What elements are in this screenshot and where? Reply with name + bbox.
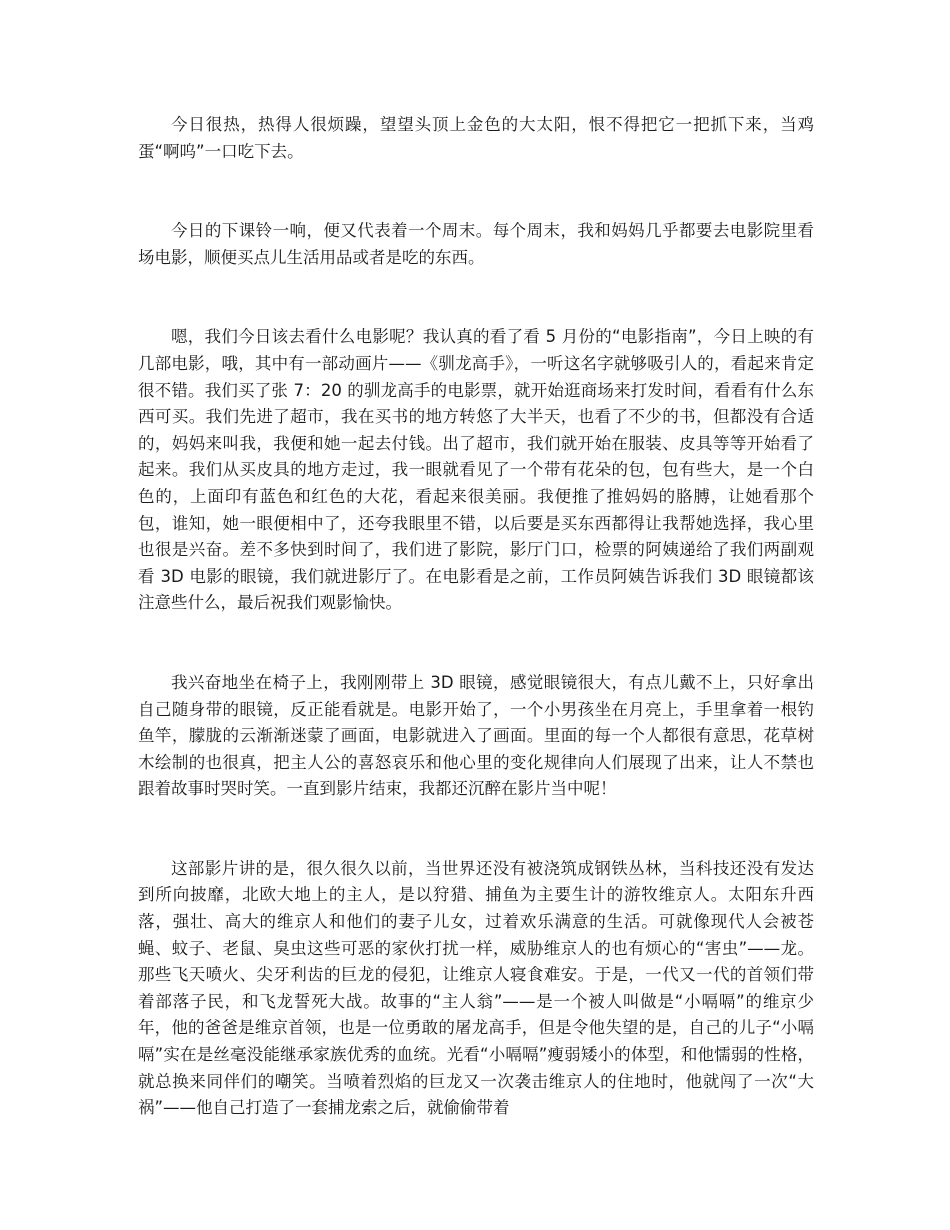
paragraph-3: 嗯，我们今日该去看什么电影呢？我认真的看了看 5 月份的“电影指南”，今日上映的有几部电影，哦，其中有一部动画片——《驯龙高手》，一听这名字就够吸引人的，看起来肯定很不错。我们买了张 7：20 的驯龙高手的电影票，就开始逛商场来打发时间，看看有什么东西可买。我们先进了超市，我在买书的地方转悠了大半天，也看了不少的书，但都没有合适的，妈妈来叫我，我便和她一起去付钱。出了超市，我们就开始在服装、皮具等等开始看了起来。我们从买皮具的地方走过，我一眼就看见了一个带有花朵的包，包有些大，是一个白色的，上面印有蓝色和红色的大花，看起来很美丽。我便推了推妈妈的胳膊，让她看那个包，谁知，她一眼便相中了，还夸我眼里不错，以后要是买东西都得让我帮她选择，我心里也很是兴奋。差不多快到时间了，我们进了影院，影厅门口，检票的阿姨递给了我们两副观看 3D 电影的眼镜，我们就进影厅了。在电影看是之前，工作员阿姨告诉我们 3D 眼镜都该注意些什么，最后祝我们观影愉快。 [138,327,814,613]
paragraph-5: 这部影片讲的是，很久很久以前，当世界还没有被浇筑成钢铁丛林，当科技还没有发达到所向披靡，北欧大地上的主人，是以狩猎、捕鱼为主要生计的游牧维京人。太阳东升西落，强壮、高大的维京人和他们的妻子儿女，过着欢乐满意的生活。可就像现代人会被苍蝇、蚊子、老鼠、臭虫这些可恶的家伙打扰一样，威胁维京人的也有烦心的“害虫”——龙。那些飞天喷火、尖牙利齿的巨龙的侵犯，让维京人寝食难安。于是，一代又一代的首领们带着部落子民，和飞龙誓死大战。故事的“主人翁”——是一个被人叫做是“小嗝嗝”的维京少年，他的爸爸是维京首领，也是一位勇敢的屠龙高手，但是令他失望的是，自己的儿子“小嗝嗝”实在是丝毫没能继承家族优秀的血统。光看“小嗝嗝”瘦弱矮小的体型，和他懦弱的性格，就总换来同伴们的嘲笑。当喷着烈焰的巨龙又一次袭击维京人的住地时，他就闯了一次“大祸”——他自己打造了一套捕龙索之后，就偷偷带着 [138,858,814,1118]
paragraph-4: 我兴奋地坐在椅子上，我刚刚带上 3D 眼镜，感觉眼镜很大，有点儿戴不上，只好拿出自己随身带的眼镜，反正能看就是。电影开始了，一个小男孩坐在月亮上，手里拿着一根钓鱼竿，朦胧的云渐渐迷蒙了画面，电影就进入了画面。里面的每一个人都很有意思，花草树木绘制的也很真，把主人公的喜怒哀乐和他心里的变化规律向人们展现了出来，让人不禁也跟着故事时哭时笑。一直到影片结束，我都还沉醉在影片当中呢！ [138,672,814,799]
document-body [138,112,814,1175]
paragraph-2: 今日的下课铃一响，便又代表着一个周末。每个周末，我和妈妈几乎都要去电影院里看场电影，顺便买点儿生活用品或者是吃的东西。 [138,221,814,267]
paragraph-1: 今日很热，热得人很烦躁，望望头顶上金色的大太阳，恨不得把它一把抓下来，当鸡蛋“啊呜”一口吃下去。 [138,115,814,161]
